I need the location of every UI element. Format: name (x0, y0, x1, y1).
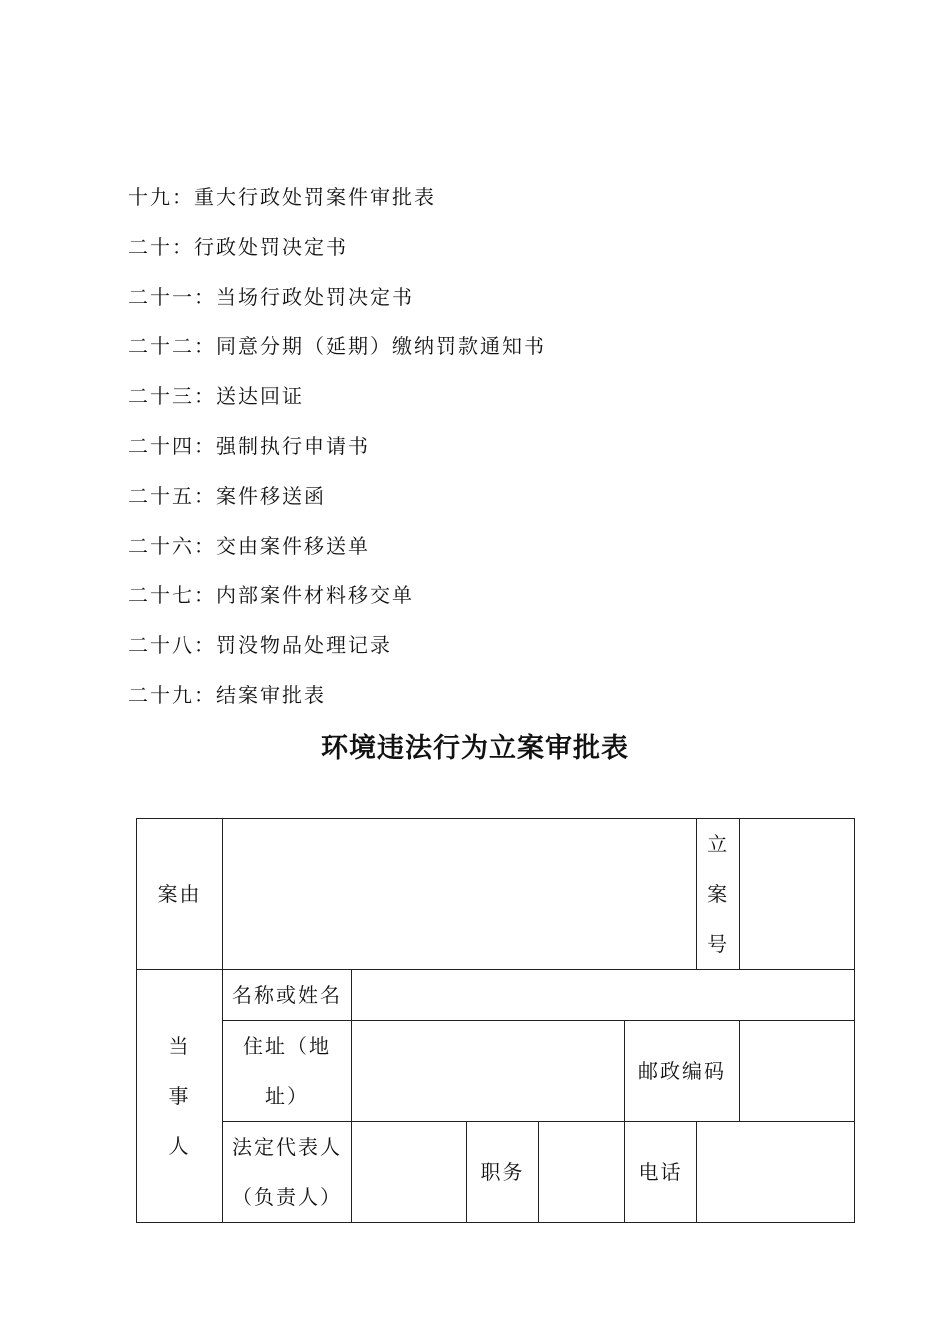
list-item: 二十九：结案审批表 (128, 682, 326, 707)
case-reason-label: 案由 (137, 819, 223, 970)
list-item: 二十一：当场行政处罚决定书 (128, 284, 414, 309)
phone-field[interactable] (697, 1122, 855, 1223)
list-item: 二十七：内部案件材料移交单 (128, 583, 414, 608)
form-title: 环境违法行为立案审批表 (321, 733, 629, 764)
list-item: 二十四：强制执行申请书 (128, 433, 370, 458)
list-item: 二十五：案件移送函 (128, 483, 326, 508)
postcode-label: 邮政编码 (625, 1021, 740, 1122)
rep-label-line2: （负责人） (232, 1185, 342, 1209)
list-item: 二十二：同意分期（延期）缴纳罚款通知书 (128, 334, 546, 359)
position-field[interactable] (539, 1122, 625, 1223)
list-item: 二十三：送达回证 (128, 384, 304, 409)
list-item: 二十：行政处罚决定书 (128, 234, 348, 259)
document-list (128, 178, 546, 726)
phone-label: 电话 (625, 1122, 697, 1223)
case-number-field[interactable] (740, 819, 855, 970)
position-label: 职务 (467, 1122, 539, 1223)
case-approval-table (136, 818, 855, 1223)
rep-label-line1: 法定代表人 (232, 1135, 342, 1159)
name-label: 名称或姓名 (223, 970, 352, 1021)
list-item: 十九：重大行政处罚案件审批表 (128, 185, 436, 209)
address-label-line1: 住址（地 (243, 1034, 331, 1058)
name-field[interactable] (352, 970, 855, 1021)
rep-field[interactable] (352, 1122, 467, 1223)
party-label (137, 970, 223, 1223)
rep-label (223, 1122, 352, 1223)
list-item: 二十六：交由案件移送单 (128, 533, 370, 558)
postcode-field[interactable] (740, 1021, 855, 1122)
party-label-text: 当事人 (168, 1034, 191, 1158)
address-label (223, 1021, 352, 1122)
address-field[interactable] (352, 1021, 625, 1122)
address-label-line2: 址） (265, 1084, 309, 1108)
case-number-label: 立案号 (697, 819, 740, 970)
list-item: 二十八：罚没物品处理记录 (128, 633, 392, 658)
case-reason-field[interactable] (223, 819, 697, 970)
